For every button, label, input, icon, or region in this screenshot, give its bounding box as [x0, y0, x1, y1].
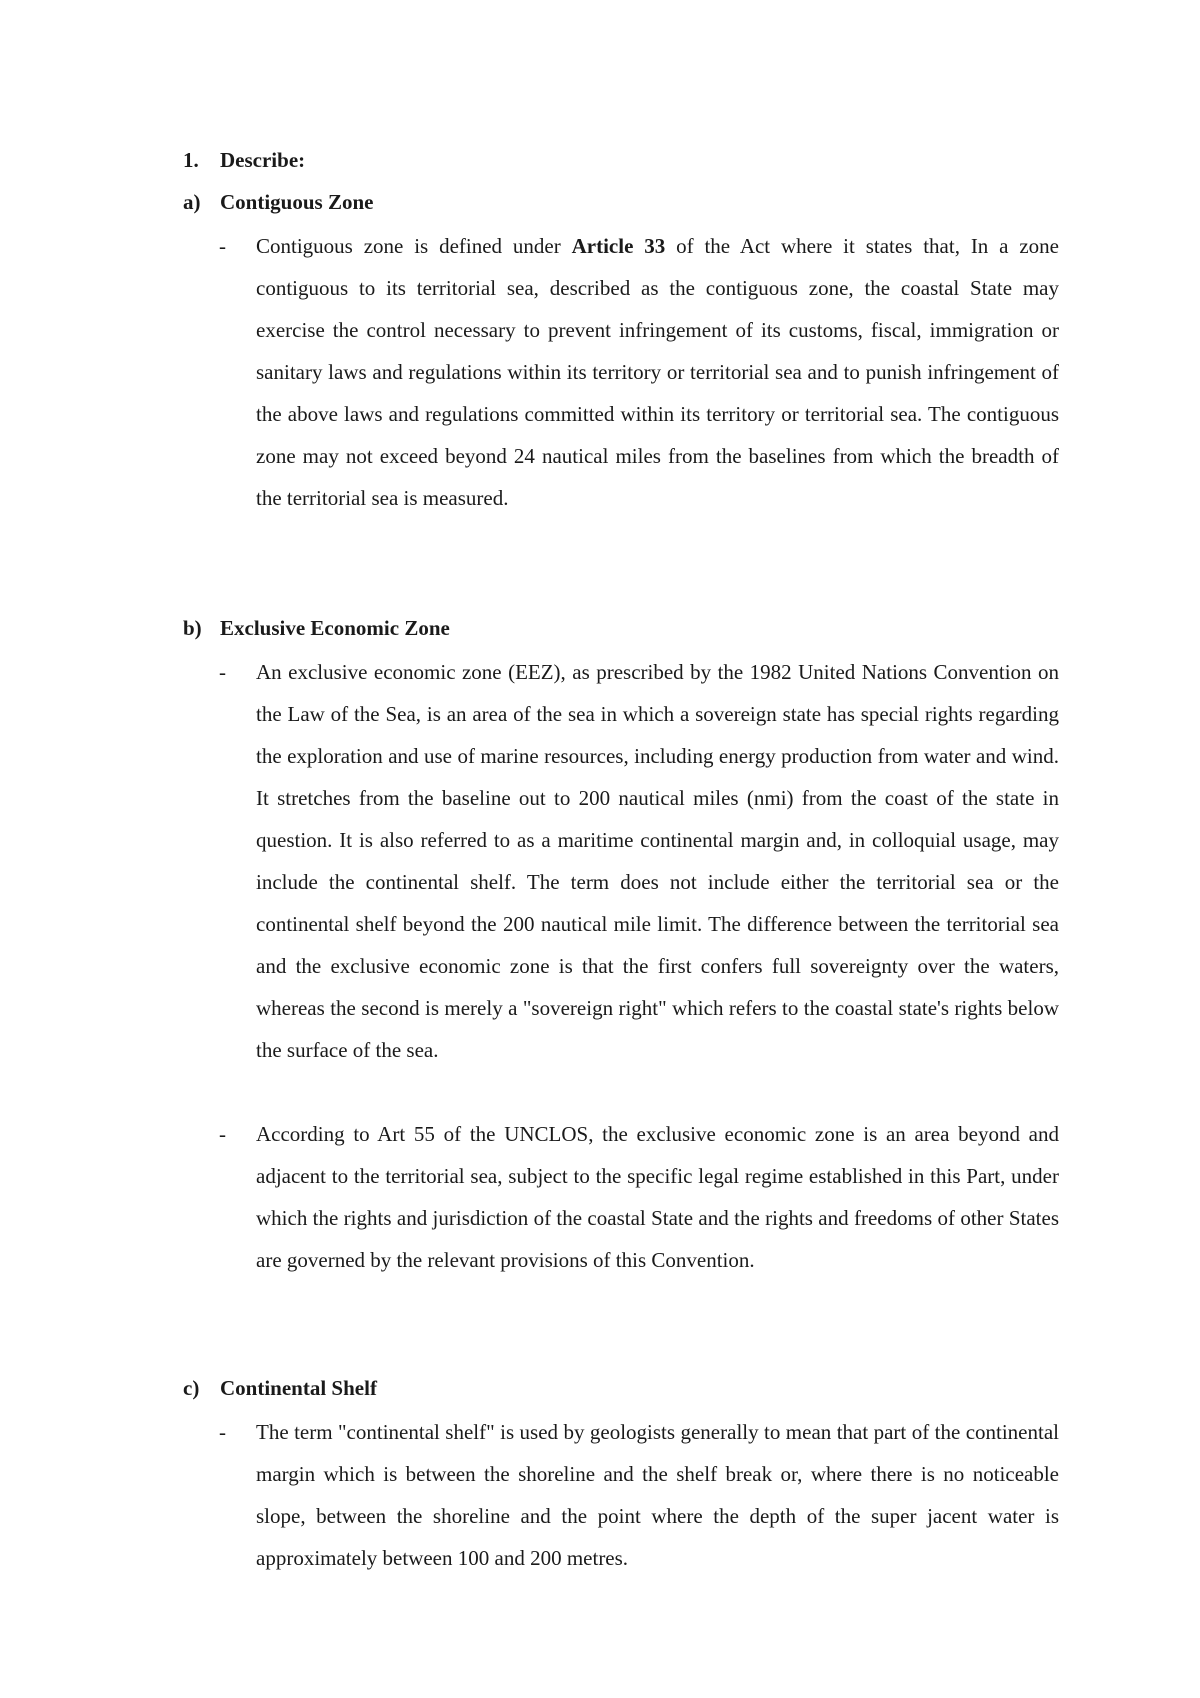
question-title: Describe: — [220, 148, 306, 172]
bullet-contiguous-zone-definition — [219, 225, 1059, 519]
section-title: Contiguous Zone — [220, 190, 374, 214]
bullet-text: The term "continental shelf" is used by geologists generally to mean that part of the continental margin which is between the shoreline and the shelf break or, where there is no noticeable slope, between the shoreline and the point where the depth of the super jacent water is approximately between 100 and 200 metres. — [256, 1420, 1059, 1570]
section-heading-contiguous-zone — [183, 188, 373, 216]
bullet-dash: - — [219, 234, 226, 258]
section-heading-exclusive-economic-zone — [183, 614, 450, 642]
bullet-dash: - — [219, 660, 226, 684]
bullet-text: According to Art 55 of the UNCLOS, the exclusive economic zone is an area beyond and adjacent to the territorial sea, subject to the specific legal regime established in this Part, under which the rights and jurisdiction of the coastal State and the rights and freedoms of other States are governed by the relevant provisions of this Convention. — [256, 1122, 1059, 1272]
bullet-text: An exclusive economic zone (EEZ), as prescribed by the 1982 United Nations Convention on the Law of the Sea, is an area of the sea in which a sovereign state has special rights regarding the exploration and use of marine resources, including energy production from water and wind. It stretches from the baseline out to 200 nautical miles (nmi) from the coast of the state in question. It is also referred to as a maritime continental margin and, in colloquial usage, may include the continental shelf. The term does not include either the territorial sea or the continental shelf beyond the 200 nautical mile limit. The difference between the territorial sea and the exclusive economic zone is that the first confers full sovereignty over the waters, whereas the second is merely a "sovereign right" which refers to the coastal state's rights below the surface of the sea. — [256, 660, 1059, 1062]
section-title: Continental Shelf — [220, 1376, 377, 1400]
bullet-dash: - — [219, 1420, 226, 1444]
section-letter: c) — [183, 1376, 200, 1400]
section-title: Exclusive Economic Zone — [220, 616, 450, 640]
bullet-continental-shelf-definition — [219, 1411, 1059, 1579]
bullet-text — [256, 225, 1059, 519]
question-number: 1. — [183, 148, 199, 172]
bullet-text-part: Contiguous zone is defined under — [256, 234, 572, 258]
bullet-text-part: of the Act where it states that, In a zone contiguous to its territorial sea, described as the contiguous zone, the coastal State may exercise the control necessary to prevent infringement of its customs, fiscal, immigration or sanitary laws and regulations within its territory or territorial sea and to punish infringement of the above laws and regulations committed within its territory or territorial sea. The contiguous zone may not exceed beyond 24 nautical miles from the baselines from which the breadth of the territorial sea is measured. — [256, 234, 1059, 510]
section-letter: a) — [183, 190, 201, 214]
section-letter: b) — [183, 616, 202, 640]
bullet-eez-definition — [219, 651, 1059, 1071]
question-heading — [183, 146, 305, 174]
bullet-eez-unclos — [219, 1113, 1059, 1281]
article-reference: Article 33 — [571, 234, 666, 258]
section-heading-continental-shelf — [183, 1374, 377, 1402]
bullet-dash: - — [219, 1122, 226, 1146]
